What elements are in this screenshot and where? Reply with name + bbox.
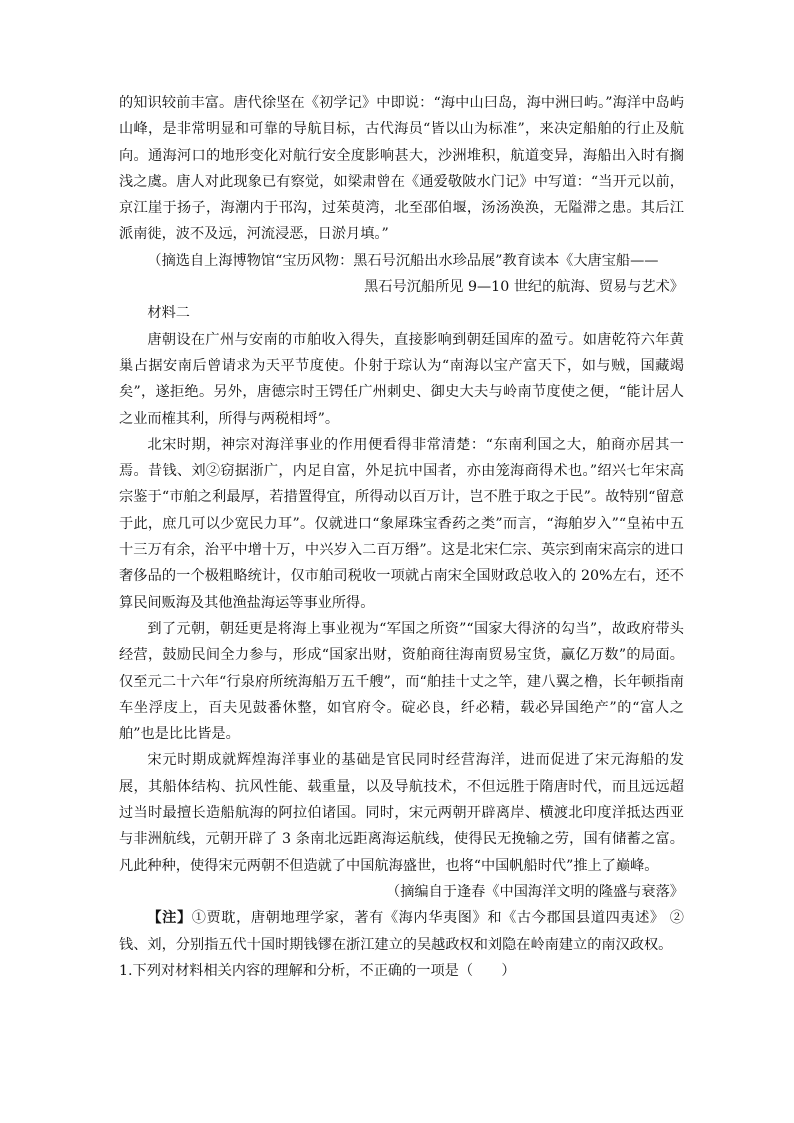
material1-tail-paragraph: 的知识较前丰富。唐代徐坚在《初学记》中即说：“海中山曰岛，海中洲曰屿。”海洋中岛屿山峰，是非常明显和可靠的导航目标，古代海员“皆以山为标准”，来决定船舶的行止及航向。通海河口的地形变化对航行安全度影响甚大，沙洲堆积，航道变异，海船出入时有搁浅之虞。唐人对此现象已有察觉，如梁肃曾在《通爱敬陂水门记》中写道：“当开元以前，京江崖于扬子，海潮内于邗沟，过茱萸湾，北至邵伯堰，汤汤涣涣，无隘滞之患。其后江派南徙，波不及远，河流浸恶，日淤月填。” — [119, 95, 684, 243]
material2-paragraph-1: 唐朝设在广州与安南的市舶收入得失，直接影响到朝廷国库的盈亏。如唐乾符六年黄巢占据安南后曾请求为天平节度使。仆射于琮认为“南海以宝产富天下，如与贼，国藏竭矣”，遂拒绝。另外，唐德宗时王锷任广州刺史、御史大夫与岭南节度使之便，“能计居人之业而榷其利，所得与两税相埒”。 — [119, 331, 684, 427]
source2-citation: （摘编自于逢春《中国海洋文明的隆盛与衰落》 — [386, 883, 684, 900]
source1-citation-line2: 黑石号沉船所见 9—10 世纪的航海、贸易与艺术》 — [364, 279, 684, 296]
footnote-text: ①贾耽，唐朝地理学家，著有《海内华夷图》和《古今郡国县道四夷述》 ②钱、刘，分别指五代十国时期钱镠在浙江建立的吴越政权和刘隐在岭南建立的南汉政权。 — [119, 910, 684, 953]
material2-heading: 材料二 — [147, 305, 190, 322]
material2-paragraph-4: 宋元时期成就辉煌海洋事业的基础是官民同时经营海洋，进而促进了宋元海船的发展，其船体结构、抗风性能、载重量，以及导航技术，不但远胜于隋唐时代，而且远远超过当时最擅长造船航海的阿拉伯诸国。同时，宋元两朝开辟离岸、横渡北印度洋抵达西亚与非洲航线，元朝开辟了 3 条南北远距离海运航线，使得民无挽输之劳，国有储蓄之富。凡此种种，使得宋元两朝不但造就了中国航海盛世，也将“中国帆船时代”推上了巅峰。 — [119, 752, 684, 874]
material2-paragraph-2: 北宋时期，神宗对海洋事业的作用便看得非常清楚：“东南利国之大，舶商亦居其一焉。昔钱、刘②窃据浙广，内足自富，外足抗中国者，亦由笼海商得术也。”绍兴七年宋高宗鉴于“市舶之利最厚，若措置得宜，所得动以百万计，岂不胜于取之于民”。故特别“留意于此，庶几可以少宽民力耳”。仅就进口“象犀珠宝香药之类”而言，“海舶岁入”“皇祐中五十三万有余，治平中增十万，中兴岁入二百万缗”。这是北宋仁宗、英宗到南宋高宗的进口奢侈品的一个极粗略统计，仅市舶司税收一项就占南宋全国财政总收入的 20%左右，还不算民间贩海及其他渔盐海运等事业所得。 — [119, 436, 684, 611]
document-page — [119, 90, 684, 984]
footnote-tag: 【注】 — [147, 910, 192, 927]
source1-citation-line1: （摘选自上海博物馆“宝历风物：黑石号沉船出水珍品展”教育读本《大唐宝船—— — [147, 252, 659, 269]
question-1: 1.下列对材料相关内容的理解和分析，不正确的一项是（ ） — [119, 962, 516, 979]
material2-paragraph-3: 到了元朝，朝廷更是将海上事业视为“军国之所资”“国家大得济的勾当”，故政府带头经营，鼓励民间全力参与，形成“国家出财，资舶商往海南贸易宝货，赢亿万数”的局面。仅至元二十六年“行泉府所统海船万五千艘”，而“舶挂十丈之竿，建八翼之橹，长年顿指南车坐浮庋上，百夫见鼓番休整，如官府令。碇必良，纤必精，载必异国绝产”的“富人之舶”也是比比皆是。 — [119, 620, 684, 743]
footnote — [119, 905, 684, 958]
